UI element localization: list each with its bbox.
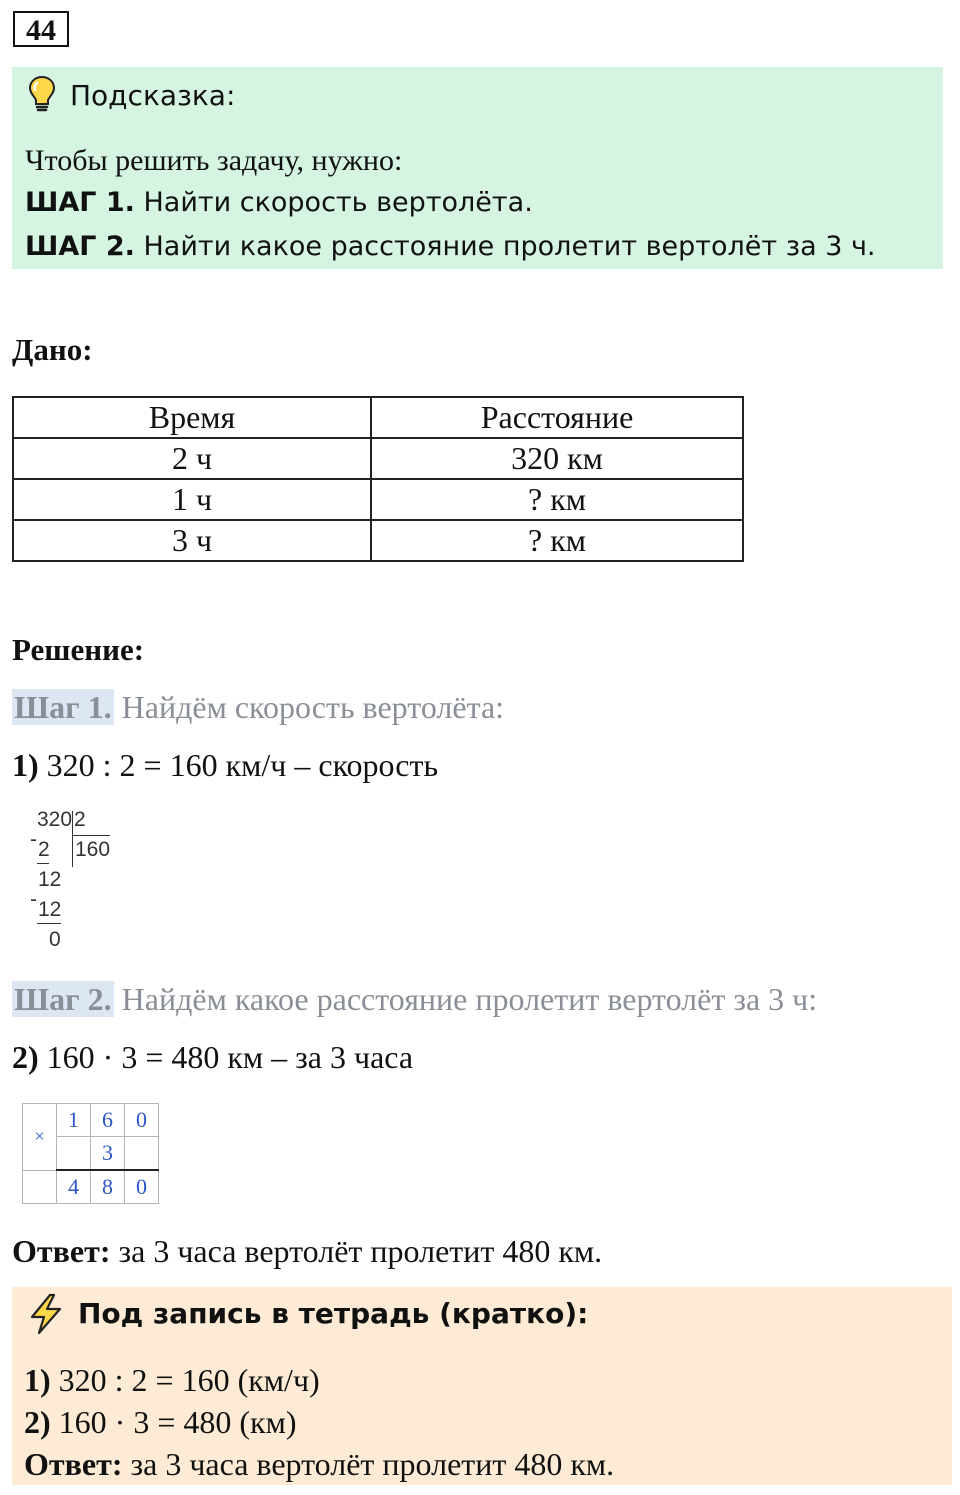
step-2-num: 2)	[12, 1039, 39, 1075]
notes-answer-text: за 3 часа вертолёт пролетит 480 км.	[122, 1446, 615, 1482]
table-row	[23, 1170, 159, 1204]
lightning-icon	[24, 1292, 68, 1336]
step-1-title	[12, 685, 504, 736]
digit-cell: 6	[91, 1104, 125, 1137]
digit-cell: 4	[57, 1170, 91, 1204]
dividend: 320	[37, 808, 73, 831]
step-2-text: Найдём какое расстояние пролетит вертолёт за 3 ч:	[113, 981, 818, 1017]
division-bar-horizontal	[72, 835, 110, 836]
notes-line-2-text: 160 · 3 = 480 (км)	[50, 1404, 297, 1440]
division-bar-vertical	[72, 811, 73, 867]
answer-label: Ответ:	[12, 1233, 111, 1269]
divisor: 2	[74, 808, 86, 831]
answer-text: за 3 часа вертолёт пролетит 480 км.	[110, 1233, 603, 1269]
hint-step-2-label: ШАГ 2.	[25, 231, 135, 262]
step-2-label: Шаг 2.	[14, 981, 112, 1017]
table-row	[23, 1104, 159, 1137]
minus-sign: -	[30, 828, 37, 851]
given-heading: Дано:	[12, 332, 93, 367]
digit-cell	[57, 1137, 91, 1171]
cell-distance: 320 км	[371, 438, 743, 479]
digit-cell: 3	[91, 1137, 125, 1171]
notes-answer	[24, 1442, 614, 1486]
division-line: 12	[38, 868, 62, 891]
header-time: Время	[13, 397, 371, 438]
cell-time: 2 ч	[13, 438, 371, 479]
cell-time: 1 ч	[13, 479, 371, 520]
notes-answer-label: Ответ:	[24, 1446, 123, 1482]
division-underline	[37, 863, 49, 864]
header-distance: Расстояние	[371, 397, 743, 438]
table-row	[13, 520, 743, 561]
notes-line-1-num: 1)	[24, 1362, 51, 1398]
division-line: 2	[38, 838, 50, 861]
hint-step-2-text: Найти какое расстояние пролетит вертолёт за 3 ч.	[134, 231, 876, 262]
hint-step-1	[25, 183, 533, 227]
cell-distance: ? км	[371, 520, 743, 561]
hint-step-2	[25, 227, 876, 271]
division-underline	[37, 923, 61, 924]
division-line: 12	[38, 898, 62, 921]
digit-cell: 8	[91, 1170, 125, 1204]
digit-cell	[23, 1170, 57, 1204]
hint-title: Подсказка:	[70, 79, 236, 112]
solution-heading: Решение:	[12, 632, 145, 667]
hint-step-1-label: ШАГ 1.	[25, 187, 135, 218]
notes-line-1-text: 320 : 2 = 160 (км/ч)	[50, 1362, 320, 1398]
notes-line-2-num: 2)	[24, 1404, 51, 1440]
step-1-expr: 320 : 2 = 160 км/ч – скорость	[38, 747, 439, 783]
step-1-num: 1)	[12, 747, 39, 783]
table-row	[13, 397, 743, 438]
step-2-expr: 160 · 3 = 480 км – за 3 часа	[38, 1039, 414, 1075]
digit-cell: 0	[125, 1104, 159, 1137]
notes-title: Под запись в тетрадь (кратко):	[78, 1297, 589, 1330]
given-table	[12, 396, 744, 562]
hint-step-1-text: Найти скорость вертолёта.	[134, 187, 533, 218]
step-2-expression	[12, 1035, 413, 1079]
digit-cell: 0	[125, 1170, 159, 1204]
task-number: 44	[13, 11, 69, 47]
table-row	[13, 479, 743, 520]
cell-time: 3 ч	[13, 520, 371, 561]
long-division	[30, 806, 120, 956]
answer	[12, 1229, 602, 1273]
minus-sign: -	[30, 888, 37, 911]
notes-line-2	[24, 1400, 296, 1444]
step-1-label: Шаг 1.	[14, 689, 112, 725]
multiply-sign: ×	[23, 1104, 57, 1171]
lightbulb-icon	[26, 74, 58, 114]
digit-cell	[125, 1137, 159, 1171]
quotient: 160	[75, 838, 111, 861]
column-multiplication	[22, 1103, 159, 1204]
step-1-text: Найдём скорость вертолёта:	[113, 689, 505, 725]
hint-intro: Чтобы решить задачу, нужно:	[25, 144, 403, 177]
notes-line-1	[24, 1358, 320, 1402]
step-2-title	[12, 977, 817, 1028]
division-line: 0	[49, 928, 61, 951]
step-1-expression	[12, 743, 438, 787]
digit-cell: 1	[57, 1104, 91, 1137]
cell-distance: ? км	[371, 479, 743, 520]
table-row	[13, 438, 743, 479]
